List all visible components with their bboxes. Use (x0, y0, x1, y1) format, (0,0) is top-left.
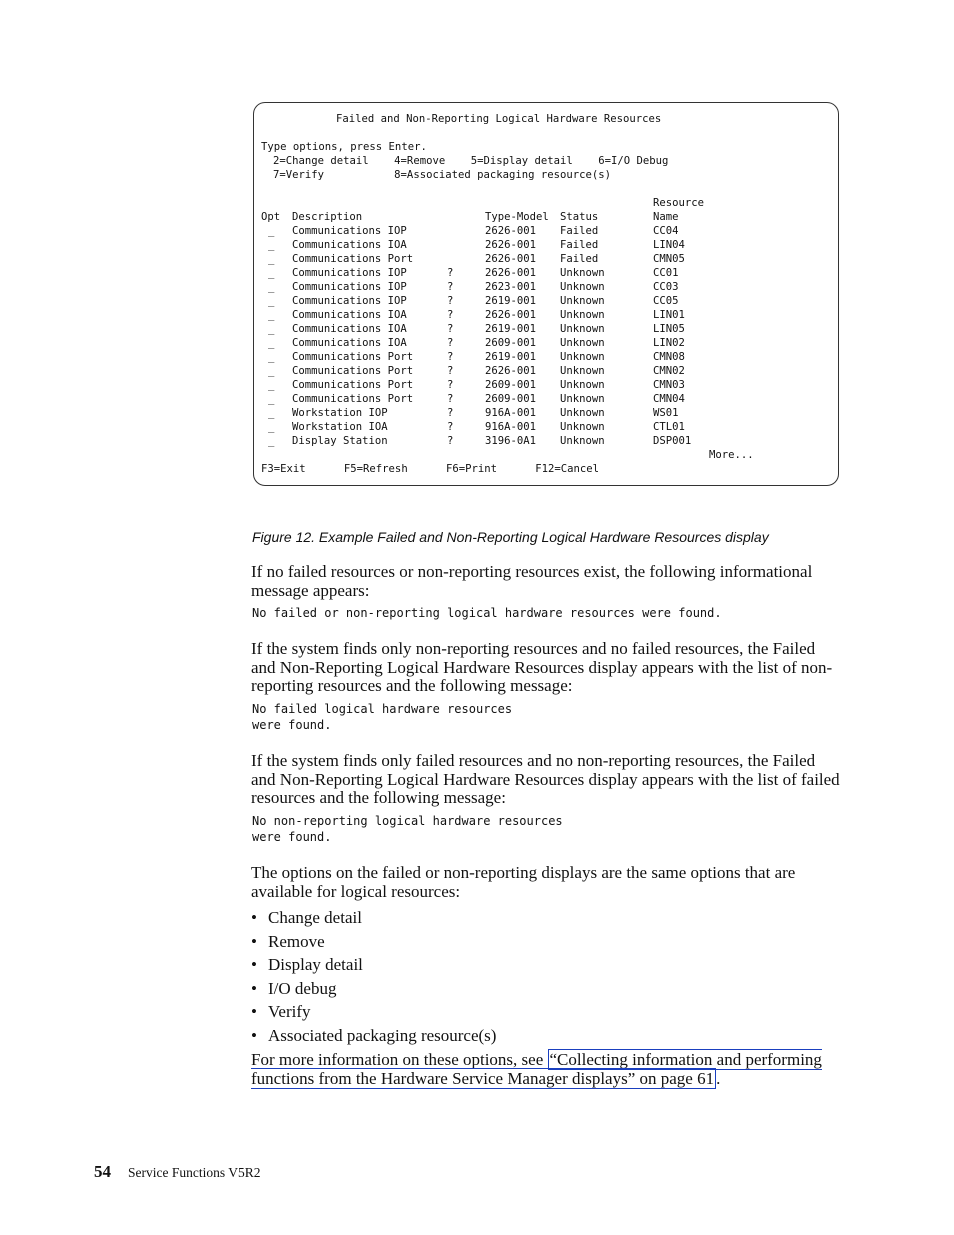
cell-description: Workstation IOA (292, 421, 388, 433)
cell-status: Unknown (560, 267, 605, 279)
cell-status: Failed (560, 225, 599, 237)
cell-type-model: 2609-001 (485, 393, 537, 405)
cell-flag: ? (447, 435, 454, 447)
cell-name: CC05 (653, 295, 679, 307)
header-status: Status (560, 211, 599, 223)
cell-description: Communications Port (292, 379, 414, 391)
figure-caption: Figure 12. Example Failed and Non-Reporting Logical Hardware Resources display (252, 529, 769, 545)
cell-status: Unknown (560, 281, 605, 293)
cell-name: LIN04 (653, 239, 685, 251)
option-input-field[interactable]: _ (268, 309, 275, 321)
cell-description: Communications Port (292, 393, 414, 405)
cell-type-model: 2626-001 (485, 309, 537, 321)
option-input-field[interactable]: _ (268, 253, 275, 265)
cell-flag: ? (447, 379, 454, 391)
option-input-field[interactable]: _ (268, 393, 275, 405)
cell-status: Unknown (560, 407, 605, 419)
list-item: • Remove (251, 931, 325, 951)
screen-options-line-1: 2=Change detail 4=Remove 5=Display detail 6=I/O Debug (273, 155, 669, 167)
cell-type-model: 2619-001 (485, 323, 537, 335)
list-item: • Display detail (251, 955, 363, 974)
cell-description: Communications IOA (292, 239, 407, 251)
cell-name: WS01 (653, 407, 679, 419)
header-description: Description (292, 211, 363, 223)
cell-type-model: 2623-001 (485, 281, 537, 293)
paragraph-no-resources: If no failed resources or non-reporting resources exist, the following informational message appears: (251, 562, 813, 600)
cell-name: CMN05 (653, 253, 685, 265)
screen-instructions: Type options, press Enter. (261, 141, 427, 153)
book-title: Service Functions V5R2 (128, 1165, 261, 1180)
cell-status: Unknown (560, 309, 605, 321)
function-keys: F3=Exit F5=Refresh F6=Print F12=Cancel (261, 463, 600, 475)
option-input-field[interactable]: _ (268, 281, 275, 293)
cell-flag: ? (447, 393, 454, 405)
cell-description: Communications IOP (292, 267, 407, 279)
option-input-field[interactable]: _ (268, 379, 275, 391)
cell-type-model: 3196-0A1 (485, 435, 537, 447)
cell-flag: ? (447, 267, 454, 279)
list-item: • I/O debug (251, 978, 337, 998)
cell-name: CC01 (653, 267, 679, 279)
cell-status: Unknown (560, 365, 605, 377)
cell-description: Communications IOA (292, 337, 407, 349)
cell-type-model: 916A-001 (485, 407, 537, 419)
cell-flag: ? (447, 421, 454, 433)
cell-flag: ? (447, 407, 454, 419)
paragraph-more-info: For more information on these options, see “Collecting information and performing functions from the Hardware Service Manager displays” on page 61 . (251, 1050, 822, 1088)
cell-name: CMN03 (653, 379, 685, 391)
cell-description: Workstation IOP (292, 407, 388, 419)
cell-status: Unknown (560, 351, 605, 363)
message-no-failed-line-1: No failed logical hardware resources (252, 702, 513, 716)
header-name: Name (653, 211, 679, 223)
option-input-field[interactable]: _ (268, 225, 275, 237)
cell-type-model: 2619-001 (485, 295, 537, 307)
cell-type-model: 2626-001 (485, 253, 537, 265)
cell-description: Communications IOP (292, 225, 407, 237)
cell-flag: ? (447, 309, 454, 321)
paragraph-failed-only: If the system finds only failed resources and no non-reporting resources, the Failed and Non-Reporting Logical Hardware Resources display appears with the list of failed resources and the following message: (251, 751, 840, 808)
message-no-non-reporting-line-1: No non-reporting logical hardware resources (252, 814, 563, 828)
cell-name: CMN08 (653, 351, 685, 363)
cell-name: CMN02 (653, 365, 685, 377)
cell-description: Communications Port (292, 365, 414, 377)
cell-type-model: 2626-001 (485, 365, 537, 377)
message-no-non-reporting-line-2: were found. (252, 830, 332, 844)
option-input-field[interactable]: _ (268, 239, 275, 251)
cross-reference-link[interactable]: “Collecting information and performing functions from the Hardware Service Manager displays” on page 61 (251, 1050, 822, 1088)
option-input-field[interactable]: _ (268, 421, 275, 433)
cell-flag: ? (447, 351, 454, 363)
cell-name: LIN01 (653, 309, 685, 321)
option-input-field[interactable]: _ (268, 323, 275, 335)
cell-description: Communications IOA (292, 323, 407, 335)
list-item: • Associated packaging resource(s) (251, 1025, 497, 1045)
cell-name: CTL01 (653, 421, 685, 433)
cell-description: Communications IOA (292, 309, 407, 321)
screen-title: Failed and Non-Reporting Logical Hardware Resources (336, 113, 662, 125)
option-input-field[interactable]: _ (268, 295, 275, 307)
cell-flag: ? (447, 337, 454, 349)
cell-name: LIN05 (653, 323, 685, 335)
cell-type-model: 2619-001 (485, 351, 537, 363)
cell-type-model: 2609-001 (485, 379, 537, 391)
cell-status: Failed (560, 253, 599, 265)
cell-type-model: 2609-001 (485, 337, 537, 349)
option-input-field[interactable]: _ (268, 267, 275, 279)
cell-name: CMN04 (653, 393, 685, 405)
cell-flag: ? (447, 281, 454, 293)
option-input-field[interactable]: _ (268, 351, 275, 363)
screen-options-line-2: 7=Verify 8=Associated packaging resource(s) (273, 169, 612, 181)
cell-name: DSP001 (653, 435, 692, 447)
list-item: • Change detail (251, 908, 362, 927)
cell-type-model: 916A-001 (485, 421, 537, 433)
cell-description: Communications Port (292, 351, 414, 363)
cell-name: CC04 (653, 225, 679, 237)
cell-status: Unknown (560, 393, 605, 405)
header-resource: Resource (653, 197, 705, 209)
cell-status: Unknown (560, 379, 605, 391)
cell-status: Unknown (560, 421, 605, 433)
cell-name: CC03 (653, 281, 679, 293)
cell-status: Unknown (560, 337, 605, 349)
header-type-model: Type-Model (485, 211, 549, 223)
paragraph-non-reporting-only: If the system finds only non-reporting resources and no failed resources, the Failed and Non-Reporting Logical Hardware Resources display appears with the list of non-reporting resources and the following message: (251, 639, 833, 696)
cell-name: LIN02 (653, 337, 685, 349)
cell-description: Communications Port (292, 253, 414, 265)
options-list (251, 906, 496, 1047)
message-none-found: No failed or non-reporting logical hardware resources were found. (252, 606, 722, 620)
cell-flag: ? (447, 295, 454, 307)
header-opt: Opt (261, 211, 281, 223)
cell-status: Unknown (560, 435, 605, 447)
paragraph-options: The options on the failed or non-reporting displays are the same options that are available for logical resources: (251, 863, 796, 901)
option-input-field[interactable]: _ (268, 407, 275, 419)
option-input-field[interactable]: _ (268, 337, 275, 349)
cell-status: Unknown (560, 295, 605, 307)
cell-status: Failed (560, 239, 599, 251)
option-input-field[interactable]: _ (268, 435, 275, 447)
cell-type-model: 2626-001 (485, 225, 537, 237)
cell-flag: ? (447, 365, 454, 377)
cell-description: Display Station (292, 435, 388, 447)
page-number: 54 (94, 1162, 111, 1181)
option-input-field[interactable]: _ (268, 365, 275, 377)
cell-type-model: 2626-001 (485, 267, 537, 279)
list-item: • Verify (251, 1002, 311, 1021)
cell-flag: ? (447, 323, 454, 335)
cell-description: Communications IOP (292, 295, 407, 307)
message-no-failed-line-2: were found. (252, 718, 332, 732)
cell-type-model: 2626-001 (485, 239, 537, 251)
cell-status: Unknown (560, 323, 605, 335)
more-indicator: More... (709, 449, 754, 461)
cell-description: Communications IOP (292, 281, 407, 293)
